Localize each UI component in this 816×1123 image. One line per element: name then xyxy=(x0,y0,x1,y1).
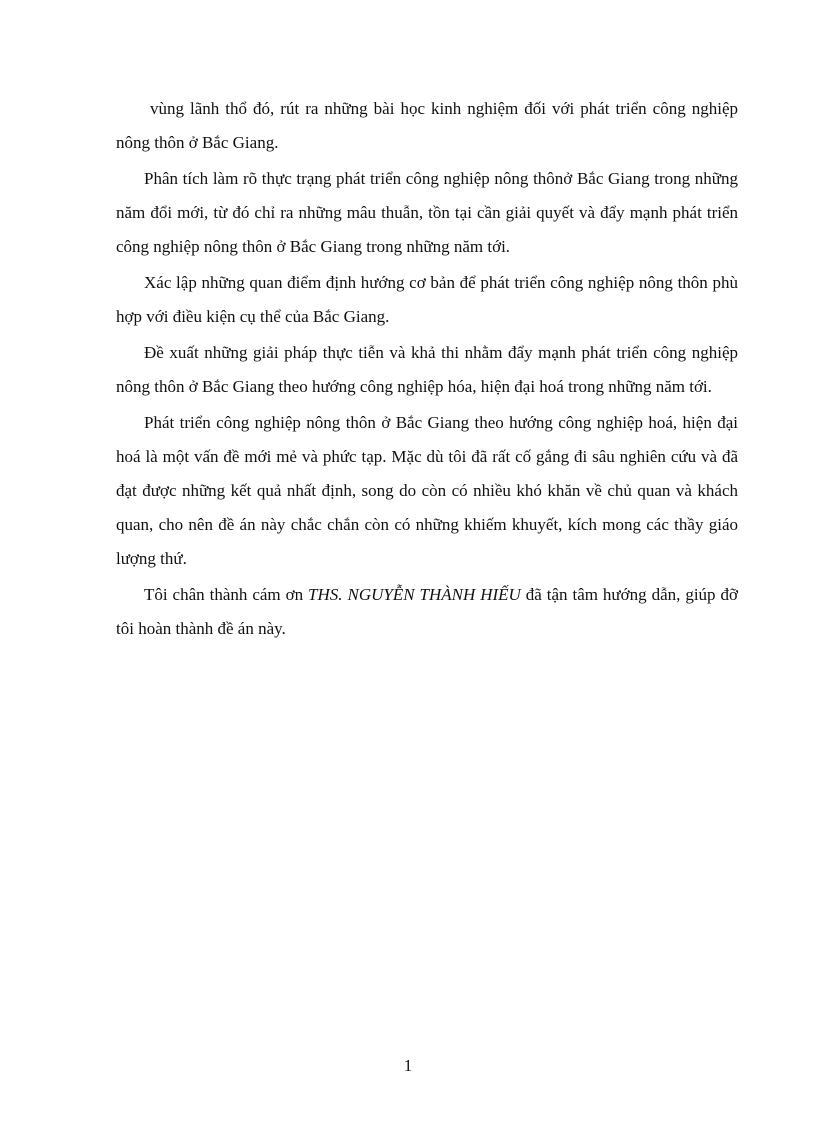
paragraph-acknowledgement xyxy=(116,578,738,646)
paragraph-viewpoints: Xác lập những quan điểm định hướng cơ bản để phát triển công nghiệp nông thôn phù hợp với điều kiện cụ thể của Bắc Giang. xyxy=(116,273,738,326)
thanks-text-before: Tôi chân thành cám ơn xyxy=(144,585,309,604)
supervisor-name: THS. NGUYỄN THÀNH HIẾU xyxy=(308,585,521,604)
thanks-text-after: đã tận tâm hướng dẫn, giúp đỡ tôi hoàn thành đề án này. xyxy=(116,585,738,638)
paragraph-solutions: Đề xuất những giải pháp thực tiễn và khả thi nhằm đẩy mạnh phát triển công nghiệp nông thôn ở Bắc Giang theo hướng công nghiệp hóa, hiện đại hoá trong những năm tới. xyxy=(116,343,738,396)
paragraph-current-status: Phân tích làm rõ thực trạng phát triển công nghiệp nông thônở Bắc Giang trong những năm đổi mới, từ đó chỉ ra những mâu thuẫn, tồn tại cần giải quyết và đẩy mạnh phát triển công nghiệp nông thôn ở Bắc Giang trong những năm tới. xyxy=(116,169,738,256)
paragraph-limitations: Phát triển công nghiệp nông thôn ở Bắc Giang theo hướng công nghiệp hoá, hiện đại hoá là một vấn đề mới mẻ và phức tạp. Mặc dù tôi đã rất cố gắng đi sâu nghiên cứu và đã đạt được những kết quả nhất định, song do còn có nhiều khó khăn về chủ quan và khách quan, cho nên đề án này chắc chắn còn có những khiếm khuyết, kích mong các thầy giáo lượng thứ. xyxy=(116,413,738,568)
document-body xyxy=(116,92,738,648)
page-number: 1 xyxy=(403,1056,413,1075)
paragraph-lessons: vùng lãnh thổ đó, rút ra những bài học kinh nghiệm đối với phát triển công nghiệp nông thôn ở Bắc Giang. xyxy=(116,99,738,152)
